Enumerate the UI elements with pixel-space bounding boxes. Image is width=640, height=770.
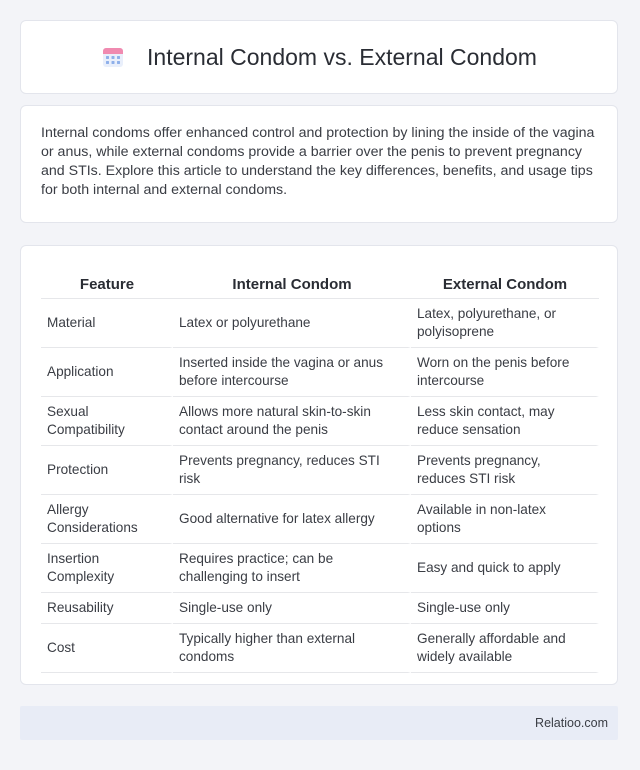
table-row xyxy=(41,397,599,446)
cell-feature: Insertion Complexity xyxy=(41,544,173,593)
cell-feature: Protection xyxy=(41,446,173,495)
page-title: Internal Condom vs. External Condom xyxy=(147,43,537,70)
cell-feature: Application xyxy=(41,348,173,397)
table-row xyxy=(41,624,599,673)
comparison-table xyxy=(41,264,599,673)
comparison-table-card xyxy=(20,245,618,685)
header-internal-condom: Internal Condom xyxy=(173,264,411,299)
cell-feature: Reusability xyxy=(41,593,173,624)
cell-internal: Good alternative for latex allergy xyxy=(173,495,411,544)
cell-external: Prevents pregnancy, reduces STI risk xyxy=(411,446,599,495)
cell-external: Single-use only xyxy=(411,593,599,624)
table-row xyxy=(41,348,599,397)
cell-external: Generally affordable and widely available xyxy=(411,624,599,673)
cell-internal: Inserted inside the vagina or anus before intercourse xyxy=(173,348,411,397)
cell-feature: Allergy Considerations xyxy=(41,495,173,544)
calendar-icon xyxy=(101,45,125,69)
intro-text: Internal condoms offer enhanced control and protection by lining the inside of the vagina or anus, while external condoms provide a barrier over the penis to prevent pregnancy and STIs. Explore this article to understand the key differences, benefits, and usage tips for both internal and external condoms. xyxy=(41,125,595,198)
intro-card xyxy=(20,105,618,223)
header-feature: Feature xyxy=(41,264,173,299)
footer xyxy=(20,706,618,740)
table-row xyxy=(41,495,599,544)
cell-feature: Sexual Compatibility xyxy=(41,397,173,446)
cell-feature: Cost xyxy=(41,624,173,673)
table-header-row xyxy=(41,264,599,299)
footer-brand[interactable]: Relatioo.com xyxy=(535,716,608,730)
cell-internal: Requires practice; can be challenging to insert xyxy=(173,544,411,593)
title-card xyxy=(20,20,618,94)
cell-external: Less skin contact, may reduce sensation xyxy=(411,397,599,446)
header-external-condom: External Condom xyxy=(411,264,599,299)
cell-internal: Typically higher than external condoms xyxy=(173,624,411,673)
cell-external: Latex, polyurethane, or polyisoprene xyxy=(411,299,599,348)
cell-external: Worn on the penis before intercourse xyxy=(411,348,599,397)
cell-internal: Single-use only xyxy=(173,593,411,624)
cell-internal: Latex or polyurethane xyxy=(173,299,411,348)
table-row xyxy=(41,544,599,593)
table-row xyxy=(41,299,599,348)
cell-internal: Allows more natural skin-to-skin contact around the penis xyxy=(173,397,411,446)
cell-internal: Prevents pregnancy, reduces STI risk xyxy=(173,446,411,495)
cell-external: Available in non-latex options xyxy=(411,495,599,544)
cell-external: Easy and quick to apply xyxy=(411,544,599,593)
table-row xyxy=(41,593,599,624)
cell-feature: Material xyxy=(41,299,173,348)
table-row xyxy=(41,446,599,495)
